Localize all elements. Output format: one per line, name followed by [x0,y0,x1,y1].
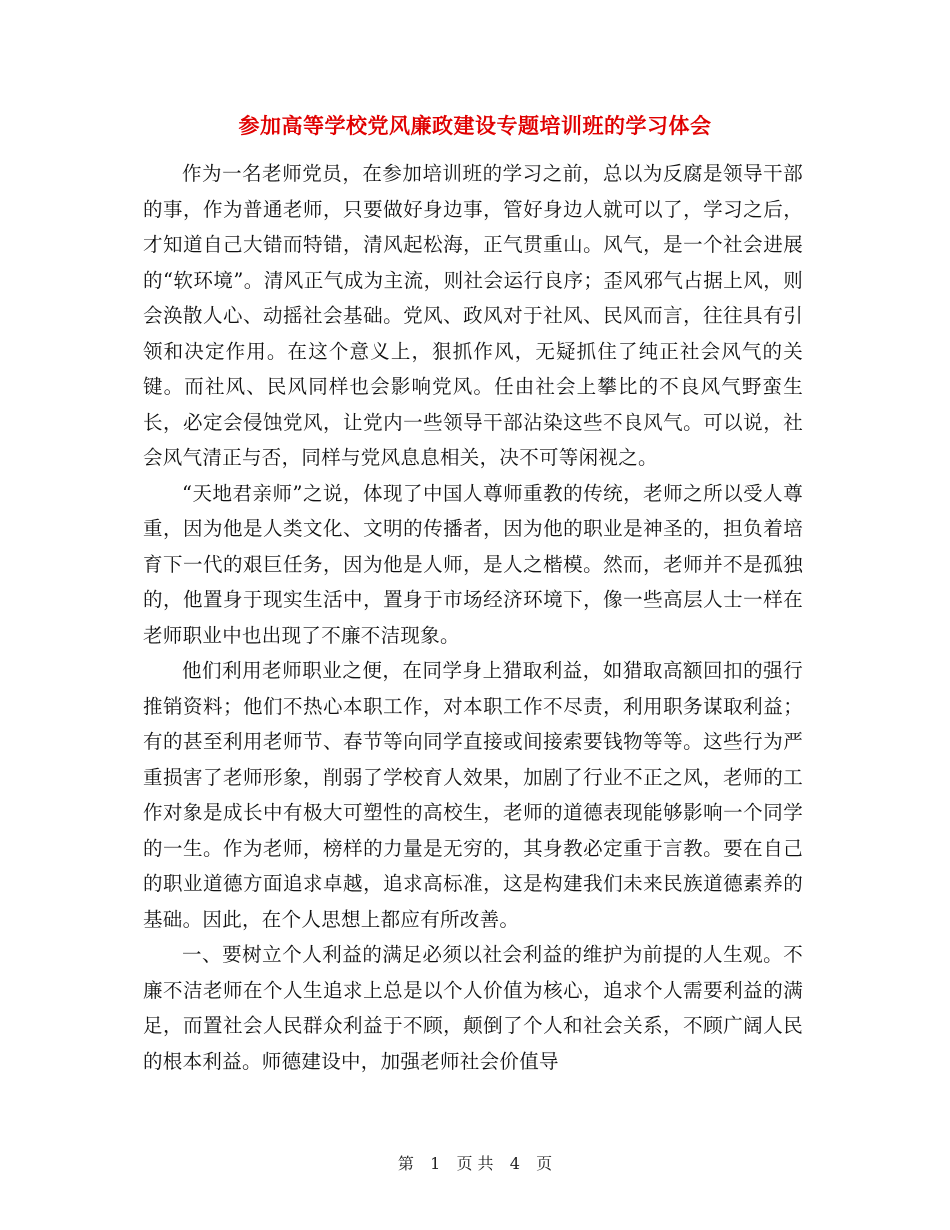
paragraph: “天地君亲师”之说，体现了中国人尊师重教的传统，老师之所以受人尊重，因为他是人类文化、文明的传播者，因为他的职业是神圣的，担负着培育下一代的艰巨任务，因为他是人师，是人之楷模。然而，老师并不是孤独的，他置身于现实生活中，置身于市场经济环境下，像一些高层人士一样在老师职业中也出现了不廉不洁现象。 [143,481,803,647]
page-label-mid: 页 共 [456,1154,494,1173]
page-label-prefix: 第 [397,1154,414,1173]
page-footer [0,1152,950,1176]
page-number: 1 [430,1154,441,1173]
total-pages: 4 [509,1154,520,1173]
document-body [143,156,803,1079]
paragraph: 作为一名老师党员，在参加培训班的学习之前，总以为反腐是领导干部的事，作为普通老师，只要做好身边事，管好身边人就可以了，学习之后，才知道自己大错而特错，清风起松海，正气贯重山。风气，是一个社会进展的“软环境”。清风正气成为主流，则社会运行良序；歪风邪气占据上风，则会涣散人心、动摇社会基础。党风、政风对于社风、民风而言，往往具有引领和决定作用。在这个意义上，狠抓作风，无疑抓住了纯正社会风气的关键。而社风、民风同样也会影响党风。任由社会上攀比的不良风气野蛮生长，必定会侵蚀党风，让党内一些领导干部沾染这些不良风气。可以说，社会风气清正与否，同样与党风息息相关，决不可等闲视之。 [143,162,803,469]
page-label-suffix: 页 [536,1154,553,1173]
paragraph: 一、要树立个人利益的满足必须以社会利益的维护为前提的人生观。不廉不洁老师在个人生追求上总是以个人价值为核心，追求个人需要利益的满足，而置社会人民群众利益于不顾，颠倒了个人和社会关系，不顾广阔人民的根本利益。师德建设中，加强老师社会价值导 [143,943,803,1073]
document-title: 参加高等学校党风廉政建设专题培训班的学习体会 [238,113,712,138]
paragraph: 他们利用老师职业之便，在同学身上猎取利益，如猎取高额回扣的强行推销资料；他们不热心本职工作，对本职工作不尽责，利用职务谋取利益；有的甚至利用老师节、春节等向同学直接或间接索要钱物等等。这些行为严重损害了老师形象，削弱了学校育人效果，加剧了行业不正之风，老师的工作对象是成长中有极大可塑性的高校生，老师的道德表现能够影响一个同学的一生。作为老师，榜样的力量是无穷的，其身教必定重于言教。要在自己的职业道德方面追求卓越，追求高标准，这是构建我们未来民族道德素养的基础。因此，在个人思想上都应有所改善。 [143,659,803,931]
